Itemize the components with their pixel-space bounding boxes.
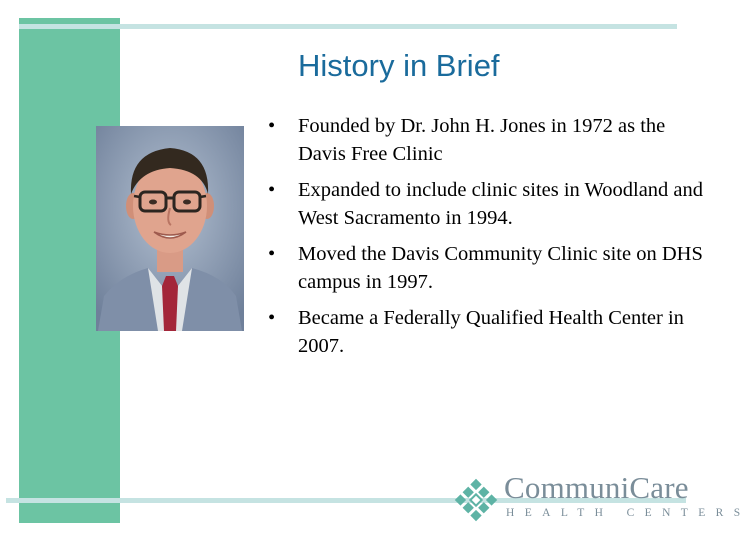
portrait-image [96, 126, 244, 331]
bullet-item [268, 176, 708, 232]
history-bullet-list [268, 112, 708, 368]
bullet-text: Expanded to include clinic sites in Woodland and West Sacramento in 1994. [298, 179, 704, 229]
bullet-text: Moved the Davis Community Clinic site on DHS campus in 1997. [298, 243, 703, 293]
bullet-item [268, 240, 708, 296]
bullet-glyph: • [268, 179, 276, 201]
bullet-glyph: • [268, 307, 276, 329]
bullet-glyph: • [268, 243, 276, 265]
quilt-mark-icon [452, 476, 500, 524]
bullet-glyph: • [268, 115, 276, 137]
bullet-item [268, 304, 708, 360]
top-divider [19, 24, 677, 29]
slide-title: History in Brief [298, 48, 500, 83]
bullet-text: Founded by Dr. John H. Jones in 1972 as the Davis Free Clinic [298, 115, 666, 165]
logo-wordmark: CommuniCare [504, 470, 689, 505]
logo-tagline: HEALTH CENTERS [506, 507, 751, 519]
founder-portrait [96, 126, 244, 331]
bullet-item [268, 112, 708, 168]
bullet-text: Became a Federally Qualified Health Center in 2007. [298, 307, 684, 357]
communicare-logo [452, 470, 751, 526]
